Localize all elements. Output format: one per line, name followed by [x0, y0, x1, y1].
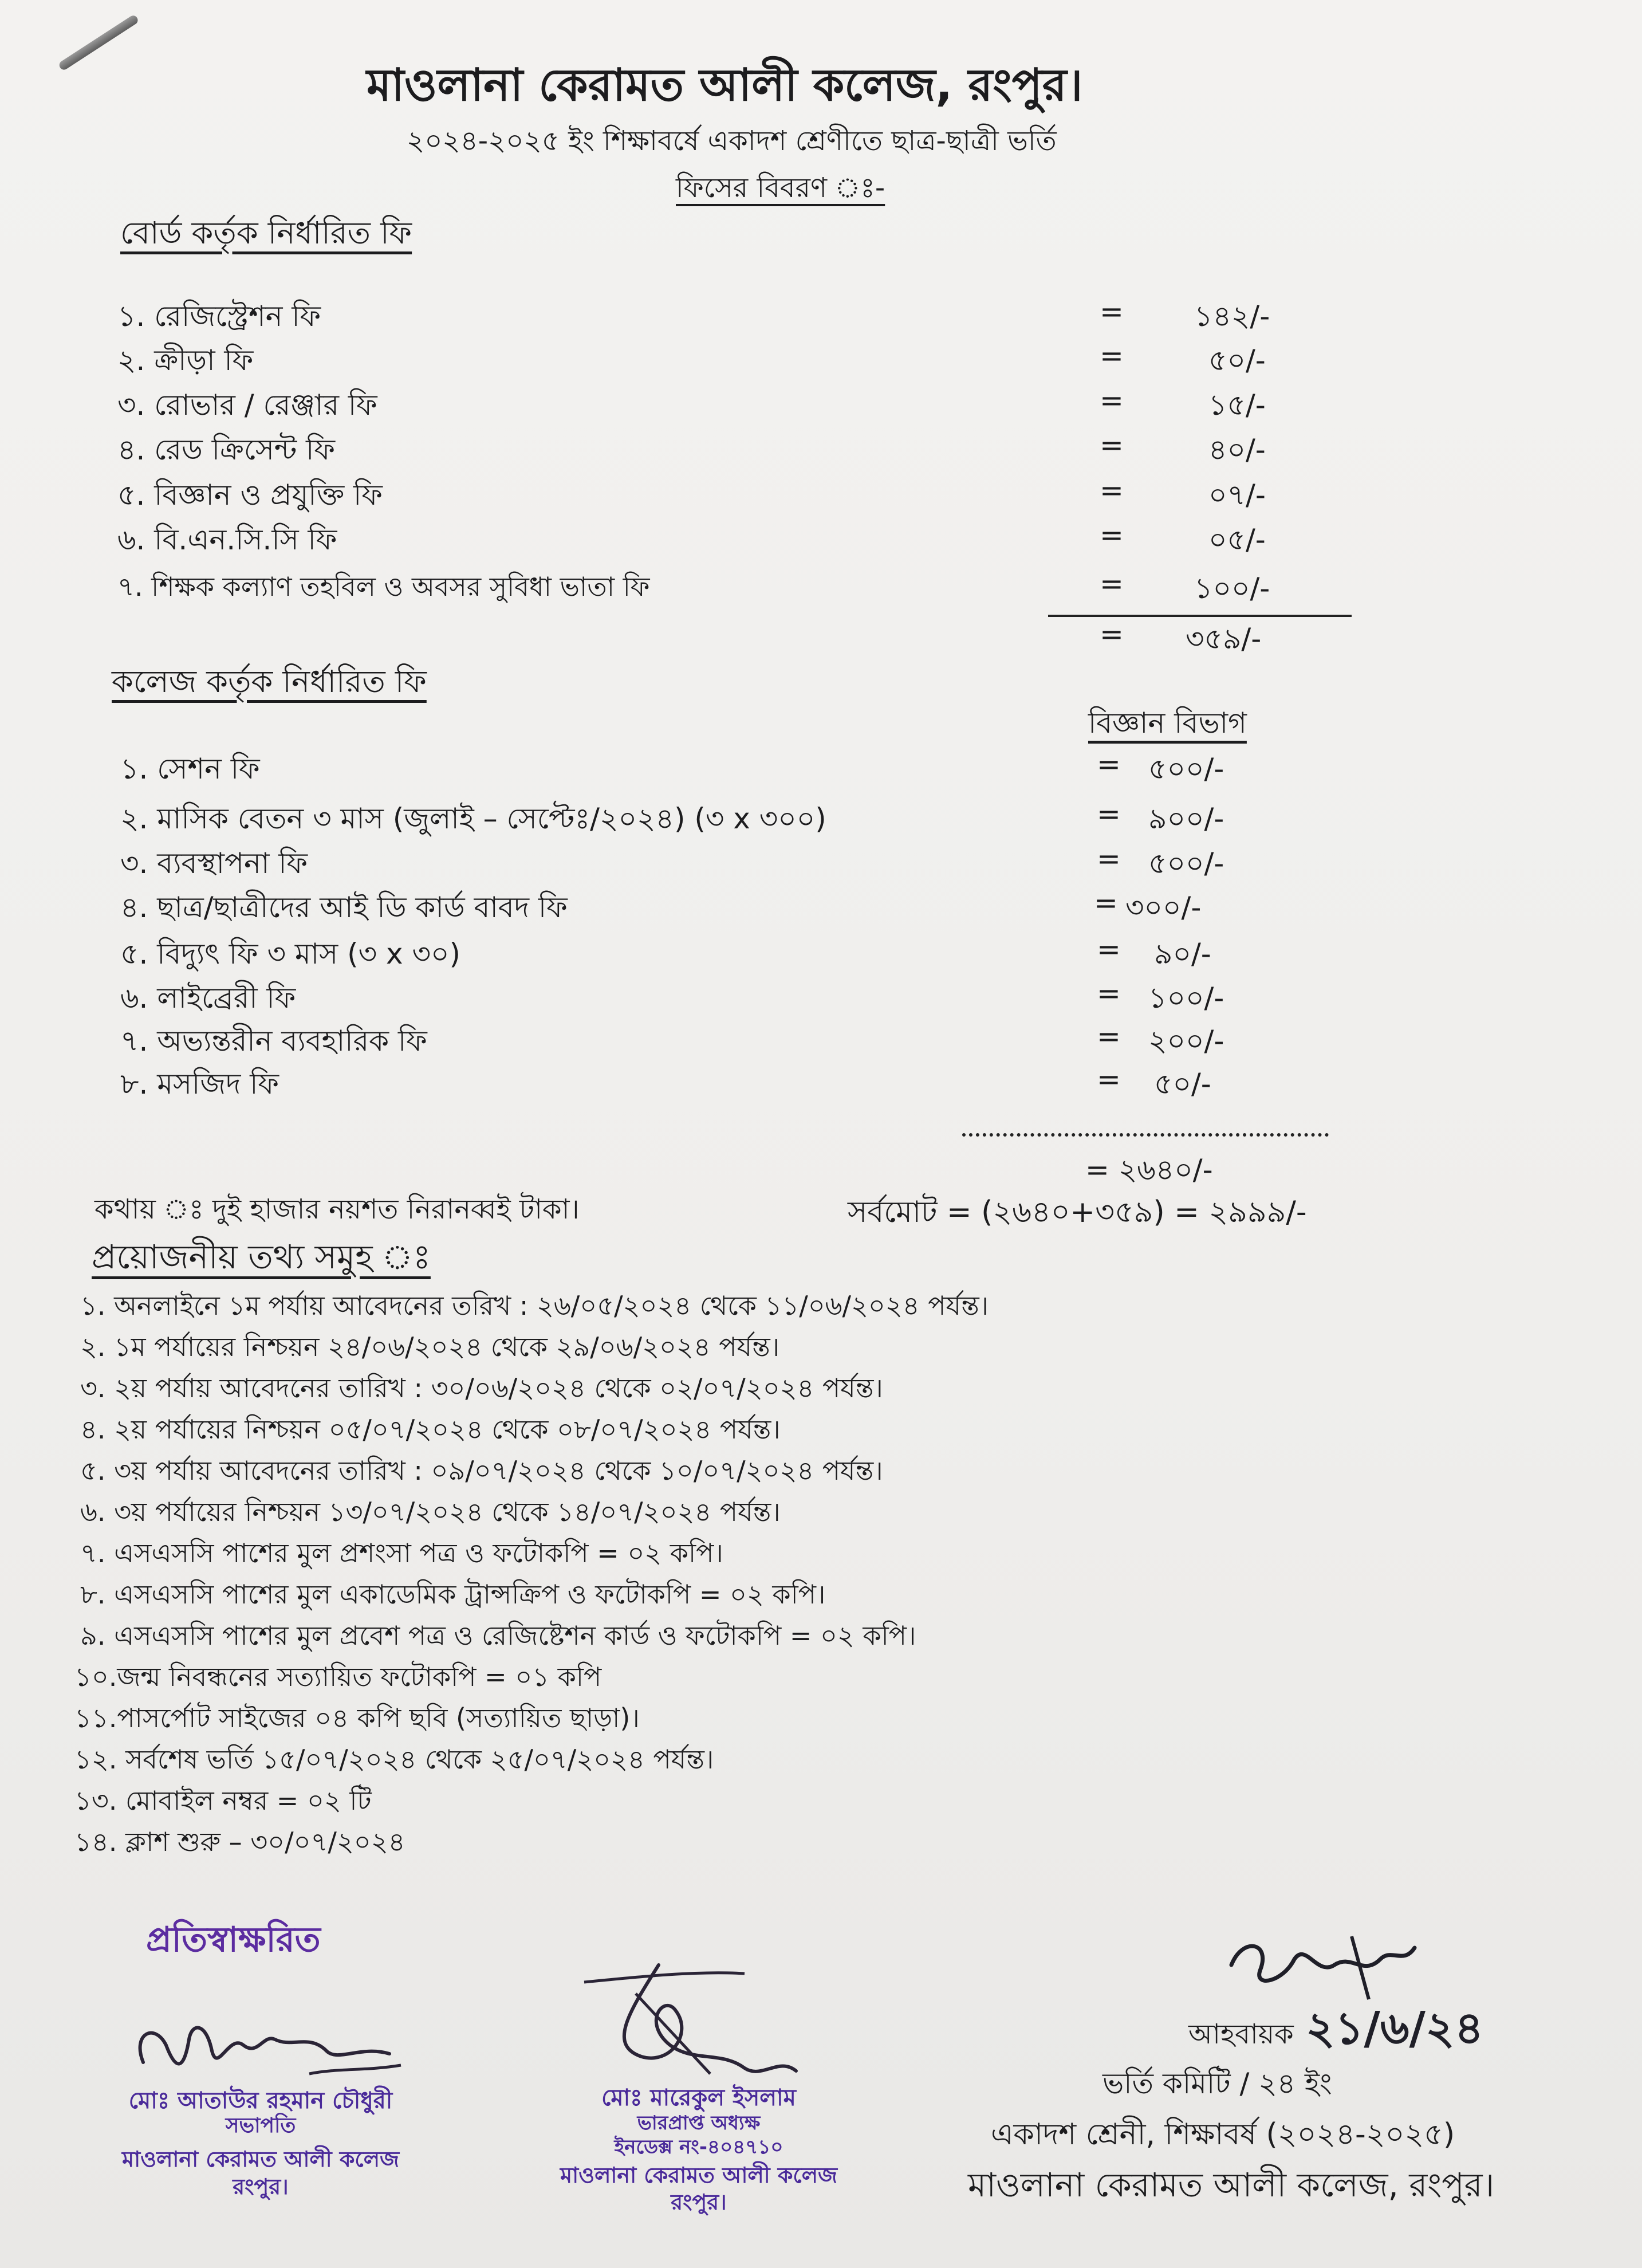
board-fee-label: ২. ক্রীড়া ফি	[117, 344, 254, 377]
info-item: ১০.জন্ম নিবন্ধনের সত্যায়িত ফটোকপি = ০১ কপি	[74, 1661, 602, 1692]
info-item: ১. অনলাইনে ১ম পর্যায় আবেদনের তরিখ : ২৬/০৫/২০২৪ থেকে ১১/০৬/২০২৪ পর্যন্ত।	[80, 1290, 989, 1321]
info-item: ২. ১ম পর্যায়ের নিশ্চয়ন ২৪/০৬/২০২৪ থেকে ২৯/০৬/২০২৪ পর্যন্ত।	[80, 1331, 780, 1362]
class-academic-year: একাদশ শ্রেনী, শিক্ষাবর্ষ (২০২৪-২০২৫)	[991, 2117, 1455, 2152]
college-fee-label: ৩. ব্যবস্থাপনা ফি	[120, 847, 308, 880]
college-fees-total: = ২৬৪০/-	[1085, 1153, 1213, 1186]
total-divider-line	[1048, 615, 1352, 617]
admission-subtitle: ২০২৪-২০২৫ ইং শিক্ষাবর্ষে একাদশ শ্রেণীতে ছাত্র-ছাত্রী ভর্তি	[407, 125, 1057, 157]
equals-sign: =	[1094, 886, 1118, 919]
college-fee-amount: ৫০০/-	[1148, 752, 1224, 785]
middle-signatory-place: রংপুর।	[671, 2190, 727, 2215]
equals-sign: =	[1100, 567, 1124, 600]
college-fee-label: ৮. মসজিদ ফি	[120, 1067, 279, 1100]
grand-total: সর্বমোট = (২৬৪০+৩৫৯) = ২৯৯৯/-	[848, 1195, 1307, 1229]
board-fees-total: ৩৫৯/-	[1186, 622, 1262, 655]
equals-sign: =	[1097, 797, 1121, 831]
convener-label: আহবায়ক	[1188, 2018, 1294, 2050]
board-fees-heading: বোর্ড কর্তৃক নির্ধারিত ফি	[120, 215, 412, 251]
info-item: ১৩. মোবাইল নম্বর = ০২ টি	[74, 1785, 372, 1816]
info-item: ৮. এসএসসি পাশের মুল একাডেমিক ট্রান্সক্রিপ ও ফটোকপি = ০২ কপি।	[80, 1579, 826, 1610]
equals-sign: =	[1097, 977, 1121, 1010]
college-fee-label: ৬. লাইব্রেরী ফি	[120, 981, 296, 1015]
college-fee-amount: ৫০/-	[1154, 1067, 1211, 1100]
board-fee-amount: ০৫/-	[1208, 523, 1266, 556]
info-item: ১১.পাসর্পোট সাইজের ০৪ কপি ছবি (সত্যায়িত ছাড়া)।	[74, 1703, 640, 1734]
board-fee-label: ৪. রেড ক্রিসেন্ট ফি	[117, 433, 336, 466]
equals-sign: =	[1100, 429, 1124, 462]
admission-committee: ভর্তি কমিটি / ২৪ ইং	[1102, 2067, 1332, 2100]
college-title: মাওলানা কেরামত আলী কলেজ, রংপুর।	[367, 60, 1083, 111]
college-fee-label: ৪. ছাত্র/ছাত্রীদের আই ডি কার্ড বাবদ ফি	[120, 891, 568, 924]
equals-sign: =	[1100, 518, 1124, 552]
board-fee-amount: ৪০/-	[1208, 433, 1266, 466]
info-item: ৯. এসএসসি পাশের মুল প্রবেশ পত্র ও রেজিষ্টেশন কার্ড ও ফটোকপি = ০২ কপি।	[80, 1620, 916, 1651]
board-fee-label: ৩. রোভার / রেঞ্জার ফি	[117, 388, 377, 422]
handwritten-date: ২১/৬/২৪	[1306, 2003, 1484, 2054]
board-fee-amount: ০৭/-	[1208, 478, 1266, 512]
required-info-heading: প্রয়োজনীয় তথ্য সমুহ ঃ	[92, 1237, 431, 1276]
equals-sign: =	[1097, 748, 1121, 781]
college-fee-label: ৫. বিদ্যুৎ ফি ৩ মাস (৩ x ৩০)	[120, 937, 460, 970]
left-signatory-place: রংপুর।	[233, 2174, 289, 2199]
college-fee-amount: ৫০০/-	[1148, 847, 1224, 880]
info-item: ৫. ৩য় পর্যায় আবেদনের তারিখ : ০৯/০৭/২০২৪ থেকে ১০/০৭/২০২৪ পর্যন্ত।	[80, 1455, 883, 1486]
equals-sign: =	[1100, 295, 1124, 328]
board-fee-amount: ১৪২/-	[1194, 300, 1270, 333]
middle-signatory-code: ইনডেক্স নং-৪০৪৭১০	[614, 2136, 783, 2159]
college-fee-label: ১. সেশন ফি	[120, 752, 260, 785]
equals-sign: =	[1097, 1020, 1121, 1053]
board-fee-label: ১. রেজিস্ট্রেশন ফি	[117, 300, 321, 333]
middle-signatory-title: ভারপ্রাপ্ত অধ্যক্ষ	[637, 2112, 761, 2135]
left-signatory-name: মোঃ আতাউর রহমান চৌধুরী	[128, 2088, 393, 2114]
equals-sign: =	[1100, 474, 1124, 507]
board-fee-label: ৫. বিজ্ঞান ও প্রযুক্তি ফি	[117, 478, 383, 512]
college-fee-label: ৭. অভ্যন্তরীন ব্যবহারিক ফি	[120, 1024, 427, 1058]
info-item: ৭. এসএসসি পাশের মুল প্রশংসা পত্র ও ফটোকপি = ০২ কপি।	[80, 1538, 723, 1569]
board-fee-amount: ১০০/-	[1194, 572, 1270, 605]
college-fee-amount: ১০০/-	[1148, 981, 1224, 1015]
college-name-footer: মাওলানা কেরামত আলী কলেজ, রংপুর।	[968, 2165, 1495, 2204]
middle-signatory-name: মোঃ মারেকুল ইসলাম	[601, 2085, 796, 2111]
college-fee-amount: ২০০/-	[1148, 1024, 1224, 1058]
countersigned-stamp: প্রতিস্বাক্ষরিত	[146, 1920, 321, 1960]
info-item: ৩. ২য় পর্যায় আবেদনের তারিখ : ৩০/০৬/২০২৪ থেকে ০২/০৭/২০২৪ পর্যন্ত।	[80, 1373, 883, 1404]
left-signatory-org: মাওলানা কেরামত আলী কলেজ	[121, 2147, 400, 2172]
equals-sign: =	[1097, 842, 1121, 875]
dotted-divider-line	[962, 1133, 1329, 1137]
equals-sign: =	[1100, 618, 1124, 651]
fee-details-heading: ফিসের বিবরণ ঃ-	[676, 172, 885, 204]
board-fee-label: ৭. শিক্ষক কল্যাণ তহবিল ও অবসর সুবিধা ভাতা ফি	[117, 571, 650, 602]
board-fee-label: ৬. বি.এন.সি.সি ফি	[117, 523, 337, 556]
board-fee-amount: ১৫/-	[1208, 388, 1266, 422]
science-department-heading: বিজ্ঞান বিভাগ	[1088, 706, 1247, 740]
info-item: ৬. ৩য় পর্যায়ের নিশ্চয়ন ১৩/০৭/২০২৪ থেকে ১৪/০৭/২০২৪ পর্যন্ত।	[80, 1496, 781, 1527]
equals-sign: =	[1097, 1063, 1121, 1096]
info-item: ৪. ২য় পর্যায়ের নিশ্চয়ন ০৫/০৭/২০২৪ থেকে ০৮/০৭/২০২৪ পর্যন্ত।	[80, 1414, 781, 1445]
equals-sign: =	[1100, 384, 1124, 417]
amount-in-words: কথায় ঃ দুই হাজার নয়শত নিরানব্বই টাকা।	[94, 1193, 580, 1225]
board-fee-amount: ৫০/-	[1208, 344, 1266, 377]
middle-signatory-org: মাওলানা কেরামত আলী কলেজ	[560, 2163, 838, 2188]
college-fee-amount: ৩০০/-	[1125, 891, 1202, 924]
info-item: ১২. সর্বশেষ ভর্তি ১৫/০৭/২০২৪ থেকে ২৫/০৭/২০২৪ পর্যন্ত।	[74, 1744, 714, 1775]
left-signatory-title: সভাপতি	[225, 2114, 296, 2137]
equals-sign: =	[1100, 339, 1124, 372]
college-fee-amount: ৯০০/-	[1148, 802, 1224, 835]
college-fee-label: ২. মাসিক বেতন ৩ মাস (জুলাই – সেপ্টেঃ/২০২৪) (৩ x ৩০০)	[120, 802, 826, 835]
equals-sign: =	[1097, 933, 1121, 966]
college-fees-heading: কলেজ কর্তৃক নির্ধারিত ফি	[112, 663, 427, 699]
college-fee-amount: ৯০/-	[1154, 937, 1211, 970]
info-item: ১৪. ক্লাশ শুরু – ৩০/০৭/২০২৪	[74, 1826, 405, 1857]
